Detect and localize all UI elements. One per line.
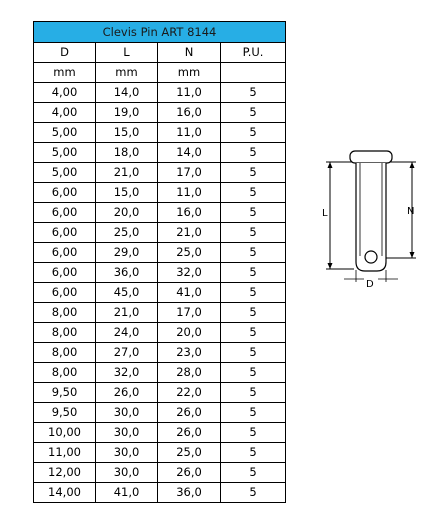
unit-pu (221, 63, 286, 83)
cell-n: 26,0 (158, 463, 221, 483)
table-row (34, 203, 286, 223)
table-row (34, 443, 286, 463)
unit-n: mm (158, 63, 221, 83)
cell-n: 26,0 (158, 403, 221, 423)
cell-pu: 5 (221, 283, 286, 303)
units-row (34, 63, 286, 83)
cell-n: 20,0 (158, 323, 221, 343)
cell-d: 12,00 (34, 463, 96, 483)
cell-d: 5,00 (34, 123, 96, 143)
cell-pu: 5 (221, 463, 286, 483)
table-row (34, 403, 286, 423)
label-n: N (407, 206, 415, 217)
cell-n: 32,0 (158, 263, 221, 283)
cell-l: 15,0 (96, 183, 158, 203)
cell-d: 6,00 (34, 183, 96, 203)
table-row (34, 423, 286, 443)
cell-pu: 5 (221, 203, 286, 223)
header-n: N (158, 43, 221, 63)
cell-d: 5,00 (34, 143, 96, 163)
table-row (34, 223, 286, 243)
cell-pu: 5 (221, 423, 286, 443)
table-row (34, 383, 286, 403)
cell-d: 4,00 (34, 83, 96, 103)
header-d: D (34, 43, 96, 63)
cell-pu: 5 (221, 483, 286, 503)
cell-pu: 5 (221, 303, 286, 323)
cell-d: 8,00 (34, 343, 96, 363)
table-row (34, 323, 286, 343)
cell-l: 21,0 (96, 303, 158, 323)
cell-n: 21,0 (158, 223, 221, 243)
cell-n: 17,0 (158, 163, 221, 183)
cell-n: 25,0 (158, 443, 221, 463)
table-row (34, 123, 286, 143)
table-row (34, 483, 286, 503)
cell-l: 30,0 (96, 423, 158, 443)
cell-l: 29,0 (96, 243, 158, 263)
cell-n: 41,0 (158, 283, 221, 303)
table-row (34, 343, 286, 363)
clevis-pin-drawing (322, 146, 426, 288)
cell-pu: 5 (221, 363, 286, 383)
cell-pu: 5 (221, 403, 286, 423)
cell-d: 9,50 (34, 403, 96, 423)
cell-d: 5,00 (34, 163, 96, 183)
cell-pu: 5 (221, 163, 286, 183)
cell-l: 15,0 (96, 123, 158, 143)
table-row (34, 103, 286, 123)
label-l: L (322, 208, 328, 219)
cell-n: 11,0 (158, 123, 221, 143)
cell-pu: 5 (221, 263, 286, 283)
cell-d: 8,00 (34, 323, 96, 343)
cell-pu: 5 (221, 103, 286, 123)
dimension-l (326, 162, 354, 269)
table-row (34, 283, 286, 303)
label-d: D (366, 279, 374, 288)
cell-l: 14,0 (96, 83, 158, 103)
cell-pu: 5 (221, 323, 286, 343)
cell-pu: 5 (221, 83, 286, 103)
cell-d: 8,00 (34, 363, 96, 383)
table-row (34, 303, 286, 323)
header-l: L (96, 43, 158, 63)
cell-pu: 5 (221, 383, 286, 403)
clevis-pin-table (33, 21, 286, 503)
cell-d: 6,00 (34, 223, 96, 243)
cell-d: 6,00 (34, 263, 96, 283)
cell-pu: 5 (221, 243, 286, 263)
cell-pu: 5 (221, 443, 286, 463)
cell-d: 4,00 (34, 103, 96, 123)
cell-n: 16,0 (158, 203, 221, 223)
cell-d: 6,00 (34, 243, 96, 263)
cell-l: 19,0 (96, 103, 158, 123)
header-pu: P.U. (221, 43, 286, 63)
cell-l: 36,0 (96, 263, 158, 283)
cell-pu: 5 (221, 123, 286, 143)
cell-pu: 5 (221, 223, 286, 243)
cell-n: 36,0 (158, 483, 221, 503)
cell-d: 14,00 (34, 483, 96, 503)
cell-n: 11,0 (158, 183, 221, 203)
table-body (34, 83, 286, 503)
pin-head (350, 151, 392, 163)
header-row (34, 43, 286, 63)
table-row (34, 263, 286, 283)
cell-n: 23,0 (158, 343, 221, 363)
table-row (34, 163, 286, 183)
table-row (34, 463, 286, 483)
table-row (34, 363, 286, 383)
cell-pu: 5 (221, 343, 286, 363)
cell-l: 30,0 (96, 443, 158, 463)
cell-d: 6,00 (34, 203, 96, 223)
cell-d: 8,00 (34, 303, 96, 323)
cell-n: 14,0 (158, 143, 221, 163)
table-row (34, 183, 286, 203)
cell-l: 27,0 (96, 343, 158, 363)
cell-l: 32,0 (96, 363, 158, 383)
cell-l: 30,0 (96, 403, 158, 423)
cell-n: 22,0 (158, 383, 221, 403)
cell-d: 9,50 (34, 383, 96, 403)
cell-d: 10,00 (34, 423, 96, 443)
table-row (34, 143, 286, 163)
cell-l: 30,0 (96, 463, 158, 483)
cell-pu: 5 (221, 143, 286, 163)
unit-d: mm (34, 63, 96, 83)
pin-hole (365, 251, 377, 263)
cell-l: 18,0 (96, 143, 158, 163)
cell-n: 17,0 (158, 303, 221, 323)
cell-n: 25,0 (158, 243, 221, 263)
cell-n: 16,0 (158, 103, 221, 123)
cell-l: 41,0 (96, 483, 158, 503)
cell-pu: 5 (221, 183, 286, 203)
cell-d: 6,00 (34, 283, 96, 303)
table-title: Clevis Pin ART 8144 (34, 22, 286, 43)
cell-d: 11,00 (34, 443, 96, 463)
cell-n: 26,0 (158, 423, 221, 443)
cell-l: 25,0 (96, 223, 158, 243)
unit-l: mm (96, 63, 158, 83)
cell-l: 24,0 (96, 323, 158, 343)
cell-n: 11,0 (158, 83, 221, 103)
cell-n: 28,0 (158, 363, 221, 383)
cell-l: 21,0 (96, 163, 158, 183)
table-row (34, 243, 286, 263)
cell-l: 45,0 (96, 283, 158, 303)
table-row (34, 83, 286, 103)
cell-l: 20,0 (96, 203, 158, 223)
cell-l: 26,0 (96, 383, 158, 403)
